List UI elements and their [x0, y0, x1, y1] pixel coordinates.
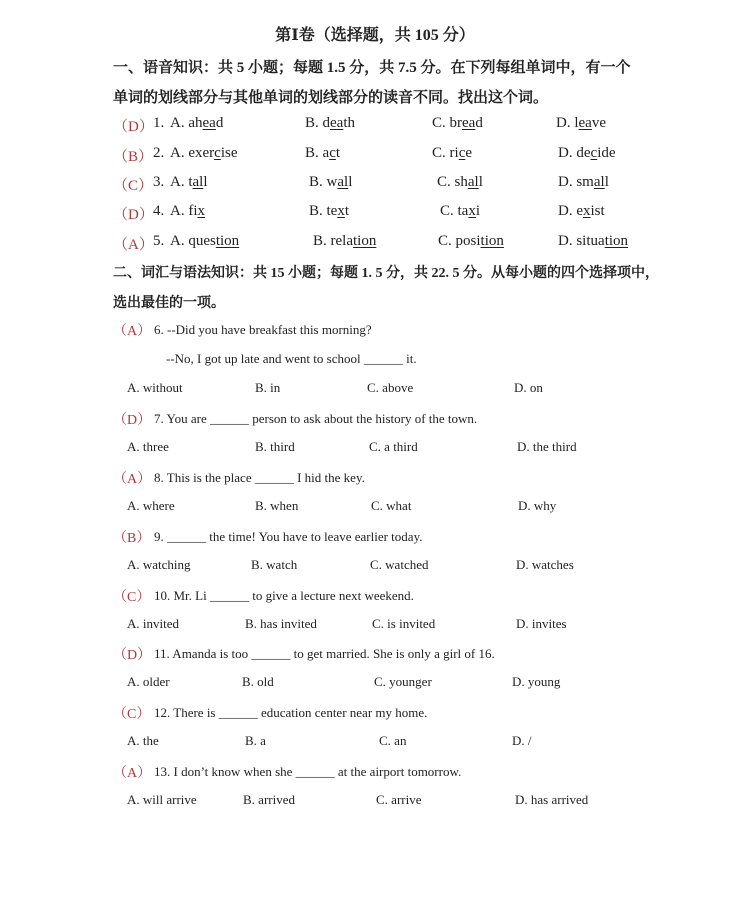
underlined-letters: tion — [353, 233, 377, 249]
option: A. watching — [127, 557, 191, 572]
word-part: d — [215, 115, 224, 131]
word-part: th — [343, 115, 356, 131]
underlined-letters: c — [458, 145, 466, 161]
word-part: fi — [188, 203, 198, 219]
option: C. younger — [374, 674, 432, 689]
option-letter: D. — [558, 233, 577, 249]
option: D. young — [512, 674, 561, 689]
option — [309, 203, 349, 220]
word-part: ah — [188, 115, 203, 131]
underlined-letters: tion — [215, 233, 240, 249]
word-part: ta — [457, 203, 469, 219]
option: A. where — [127, 498, 175, 513]
option-letter: A. — [170, 233, 189, 249]
word-part: sh — [454, 174, 468, 190]
option — [170, 203, 205, 220]
underlined-letters: c — [590, 145, 598, 161]
answer-key: （C） — [113, 590, 151, 605]
answer-key: （B） — [113, 531, 151, 546]
option — [558, 145, 616, 162]
option: C. is invited — [372, 616, 436, 631]
underlined-letters: ea — [202, 115, 216, 131]
option-letter: D. — [556, 115, 575, 131]
option — [440, 203, 480, 220]
option — [170, 233, 239, 250]
word-part: e — [576, 203, 584, 219]
option: B. watch — [251, 557, 298, 572]
option — [309, 174, 352, 191]
option: D. invites — [516, 616, 567, 631]
underlined-letters: x — [583, 203, 591, 219]
part1-heading-line2: 单词的划线部分与其他单词的划线部分的读音不同。找出这个词。 — [113, 90, 549, 106]
question-stem: 6. --Did you have breakfast this morning? — [154, 322, 372, 337]
option: B. third — [255, 439, 295, 454]
option: B. arrived — [243, 792, 295, 807]
answer-key: （A） — [113, 237, 154, 253]
option — [432, 145, 472, 162]
option: B. in — [255, 380, 281, 395]
question-stem: 9. ______ the time! You have to leave earlier today. — [154, 529, 423, 544]
option-letter: A. — [170, 203, 189, 219]
underlined-letters: x — [337, 203, 345, 219]
word-part: t — [188, 174, 193, 190]
option-letter: C. — [437, 174, 455, 190]
word-part: d — [322, 115, 331, 131]
word-part: sm — [576, 174, 594, 190]
word-part: ve — [591, 115, 607, 131]
word-part: l — [203, 174, 208, 190]
option-letter: C. — [432, 115, 450, 131]
word-part: ist — [590, 203, 605, 219]
answer-key: （A） — [113, 472, 152, 487]
option — [305, 145, 340, 162]
word-part: d — [475, 115, 483, 131]
word-part: e — [465, 145, 473, 161]
option: A. invited — [127, 616, 179, 631]
option-letter: B. — [309, 174, 327, 190]
word-part: ri — [449, 145, 459, 161]
option-letter: C. — [438, 233, 456, 249]
underlined-letters: al — [467, 174, 479, 190]
option-letter: A. — [170, 115, 189, 131]
answer-key: （A） — [113, 324, 152, 339]
question-stem: 10. Mr. Li ______ to give a lecture next weekend. — [154, 588, 414, 603]
word-part: te — [326, 203, 338, 219]
underlined-letters: tion — [604, 233, 629, 249]
option: C. an — [379, 733, 407, 748]
option: A. three — [127, 439, 169, 454]
underlined-letters: al — [593, 174, 605, 190]
option: C. above — [367, 380, 414, 395]
answer-key: （C） — [113, 178, 154, 194]
option: C. watched — [370, 557, 429, 572]
option: C. a third — [369, 439, 418, 454]
option: A. the — [127, 733, 159, 748]
answer-key: （D） — [113, 207, 154, 223]
option-letter: D. — [558, 174, 577, 190]
word-part: l — [604, 174, 609, 190]
word-part: exer — [188, 145, 215, 161]
option — [558, 203, 605, 220]
word-part: situa — [576, 233, 605, 249]
option-letter: A. — [170, 174, 189, 190]
option: C. what — [371, 498, 412, 513]
part2-heading-line2: 选出最佳的一项。 — [113, 296, 225, 311]
question-number: 5. — [153, 233, 165, 249]
option: A. older — [127, 674, 170, 689]
answer-key: （D） — [113, 648, 152, 663]
option: B. has invited — [245, 616, 317, 631]
option — [313, 233, 376, 250]
option — [170, 115, 223, 132]
underlined-letters: al — [192, 174, 204, 190]
question-stem: 12. There is ______ education center near my home. — [154, 705, 428, 720]
option: C. arrive — [376, 792, 422, 807]
word-part: w — [326, 174, 338, 190]
question-stem: 11. Amanda is too ______ to get married. She is only a girl of 16. — [154, 646, 495, 661]
underlined-letters: x — [197, 203, 206, 219]
question-number: 3. — [153, 174, 165, 190]
option — [556, 115, 606, 132]
word-part: ide — [597, 145, 616, 161]
word-part: posi — [455, 233, 481, 249]
word-part: l — [574, 115, 579, 131]
underlined-letters: ea — [330, 115, 344, 131]
option — [170, 145, 238, 162]
question-number: 2. — [153, 145, 165, 161]
word-part: br — [449, 115, 463, 131]
underlined-letters: al — [337, 174, 349, 190]
option — [305, 115, 355, 132]
option-letter: C. — [432, 145, 450, 161]
option — [437, 174, 483, 191]
word-part: rela — [330, 233, 353, 249]
underlined-letters: c — [214, 145, 221, 161]
question-stem: 7. You are ______ person to ask about the history of the town. — [154, 411, 478, 426]
option: A. without — [127, 380, 183, 395]
question-stem: 13. I don’t know when she ______ at the airport tomorrow. — [154, 764, 462, 779]
word-part: ques — [188, 233, 216, 249]
answer-key: （A） — [113, 766, 152, 781]
option-letter: B. — [305, 115, 323, 131]
option-letter: A. — [170, 145, 189, 161]
option: D. on — [514, 380, 543, 395]
option: B. when — [255, 498, 299, 513]
word-part: l — [478, 174, 483, 190]
option-letter: B. — [309, 203, 327, 219]
option: D. why — [518, 498, 557, 513]
option — [432, 115, 483, 132]
option — [558, 233, 628, 250]
option: D. / — [512, 733, 532, 748]
option: D. the third — [517, 439, 577, 454]
word-part: a — [322, 145, 330, 161]
word-part: t — [344, 203, 350, 219]
option — [170, 174, 208, 191]
part1-heading-line1: 一、语音知识：共 5 小题；每题 1.5 分，共 7.5 分。在下列每组单词中，有一个 — [113, 60, 631, 76]
page-title: 第Ⅰ卷（选择题，共 105 分） — [275, 27, 475, 44]
question-number: 4. — [153, 203, 165, 219]
underlined-letters: c — [329, 145, 336, 161]
word-part: l — [348, 174, 353, 190]
answer-key: （D） — [113, 119, 154, 135]
option: D. watches — [516, 557, 574, 572]
answer-key: （D） — [113, 413, 152, 428]
word-part: ise — [220, 145, 238, 161]
answer-key: （B） — [113, 149, 154, 165]
part2-heading-line1: 二、词汇与语法知识：共 15 小题；每题 1. 5 分，共 22. 5 分。从每小题的四个选择项中， — [113, 266, 659, 281]
option: B. a — [245, 733, 266, 748]
option-letter: C. — [440, 203, 458, 219]
option: B. old — [242, 674, 274, 689]
word-part: t — [335, 145, 341, 161]
underlined-letters: ea — [578, 115, 592, 131]
word-part: i — [475, 203, 481, 219]
option-letter: D. — [558, 203, 577, 219]
option-letter: B. — [305, 145, 323, 161]
question-number: 1. — [153, 115, 165, 131]
answer-key: （C） — [113, 707, 151, 722]
option — [438, 233, 504, 250]
option-letter: D. — [558, 145, 577, 161]
underlined-letters: tion — [480, 233, 504, 249]
option: D. has arrived — [515, 792, 589, 807]
underlined-letters: ea — [462, 115, 476, 131]
question-stem-line2: --No, I got up late and went to school ______ it. — [166, 351, 417, 366]
underlined-letters: x — [468, 203, 476, 219]
option: A. will arrive — [127, 792, 197, 807]
word-part: de — [576, 145, 591, 161]
option — [558, 174, 609, 191]
option-letter: B. — [313, 233, 331, 249]
question-stem: 8. This is the place ______ I hid the key. — [154, 470, 365, 485]
